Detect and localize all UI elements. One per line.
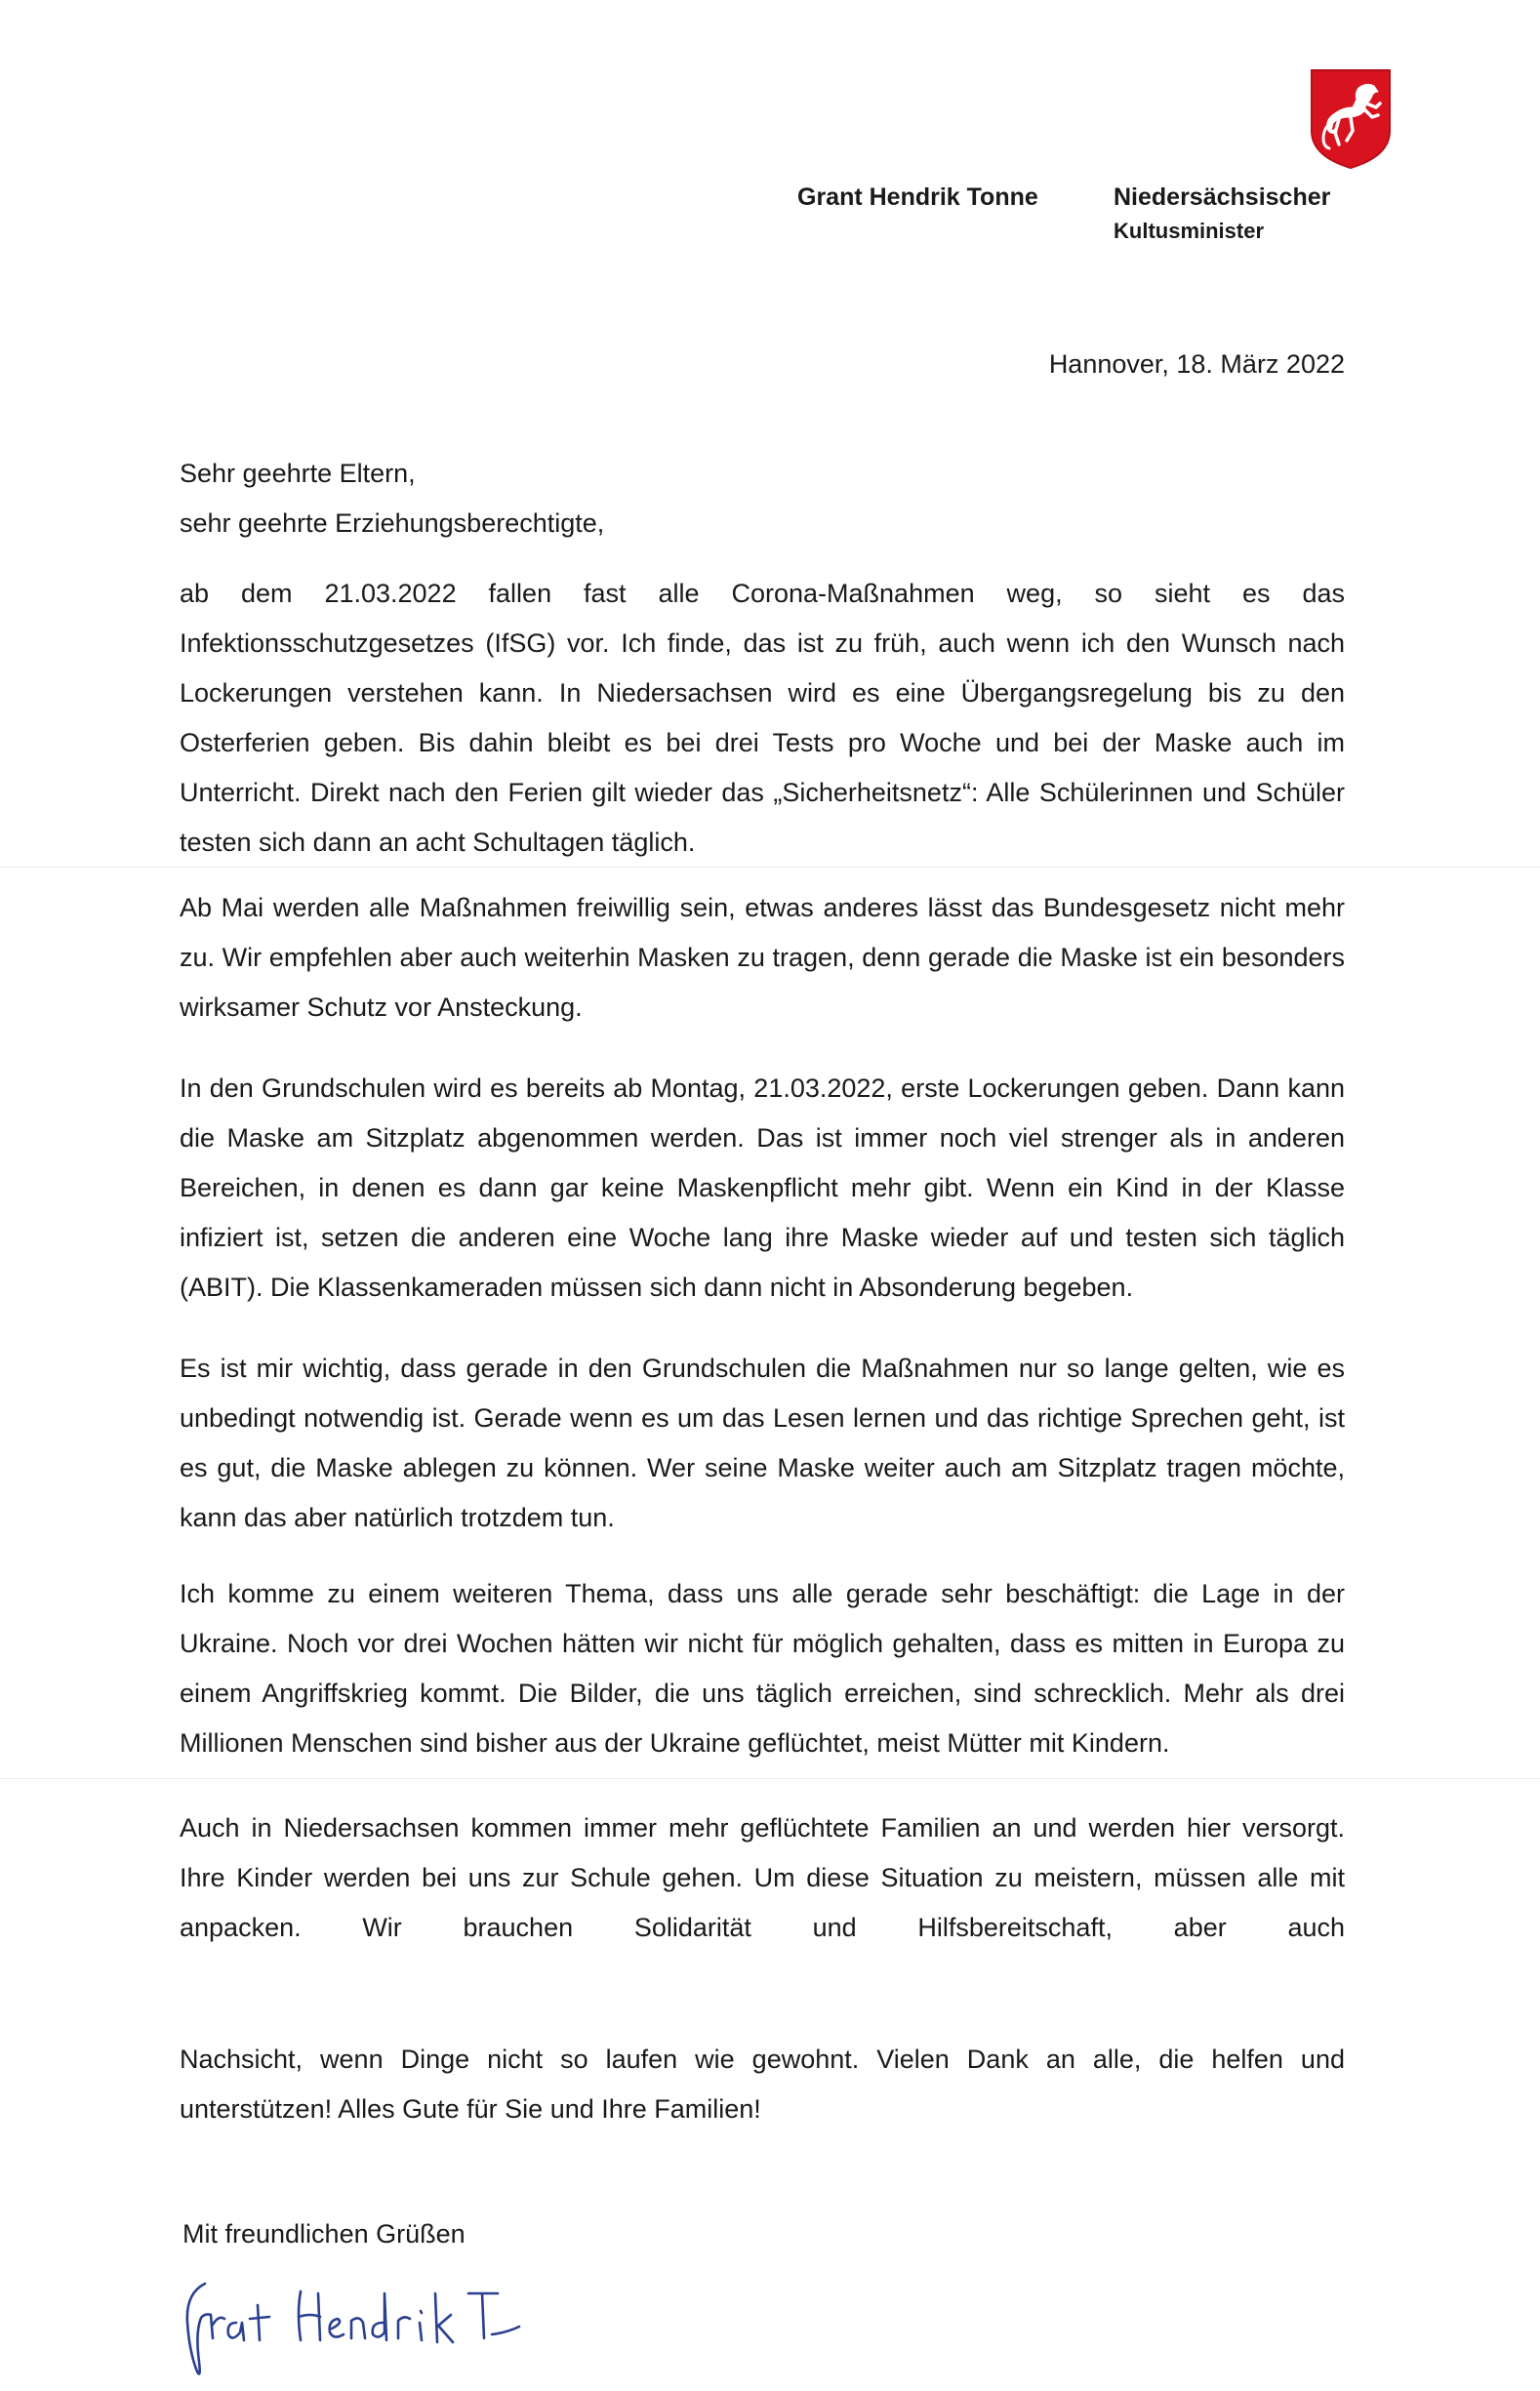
page-break-divider bbox=[0, 867, 1540, 868]
paragraph-primary-schools: In den Grundschulen wird es bereits ab Montag, 21.03.2022, erste Lockerungen geben. Dann kann die Maske am Sitzplatz abgenommen werden. Das ist immer noch viel strenger als in anderen Bereichen, in denen es dann gar keine Maskenpflicht mehr gibt. Wenn ein Kind in der Klasse infiziert ist, setzen die anderen eine Woche lang ihre Maske wieder auf und testen sich täglich (ABIT). Die Klassenkameraden müssen sich dann nicht in Absonderung begeben. bbox=[180, 1074, 1345, 1302]
sender-name: Grant Hendrik Tonne bbox=[797, 183, 1038, 211]
paragraph-thanks: Nachsicht, wenn Dinge nicht so laufen wie gewohnt. Vielen Dank an alle, die helfen und unterstützen! Alles Gute für Sie und Ihre Familien! bbox=[180, 2045, 1345, 2124]
office-title-line-1: Niedersächsischer bbox=[1114, 183, 1331, 211]
paragraph-corona-measures: ab dem 21.03.2022 fallen fast alle Corona-Maßnahmen weg, so sieht es das Infektionsschutzgesetzes (IfSG) vor. Ich finde, das ist zu früh, auch wenn ich den Wunsch nach Lockerungen verstehen kann. In Niedersachsen wird es eine Übergangsregelung bis zu den Osterferien geben. Bis dahin bleibt es bei drei Tests pro Woche und bei der Maske auch im Unterricht. Direkt nach den Ferien gilt wieder das „Sicherheitsnetz“: Alle Schülerinnen und Schüler testen sich dann an acht Schultagen täglich. bbox=[180, 579, 1345, 857]
lower-saxony-horse-coat-of-arms-icon bbox=[1310, 68, 1392, 170]
office-title-line-2: Kultusminister bbox=[1114, 219, 1265, 243]
paragraph-ukraine: Ich komme zu einem weiteren Thema, dass uns alle gerade sehr beschäftigt: die Lage in der Ukraine. Noch vor drei Wochen hätten wir nicht für möglich gehalten, dass es mitten in Europa zu einem Angriffskrieg kommt. Die Bilder, die uns täglich erreichen, sind schrecklich. Mehr als drei Millionen Menschen sind bisher aus der Ukraine geflüchtet, meist Mütter mit Kindern. bbox=[180, 1579, 1345, 1758]
salutation bbox=[180, 449, 604, 548]
handwritten-signature bbox=[176, 2264, 527, 2381]
closing-greeting: Mit freundlichen Grüßen bbox=[182, 2219, 466, 2249]
page-break-divider bbox=[0, 1778, 1540, 1779]
date-line: Hannover, 18. März 2022 bbox=[1048, 349, 1345, 379]
paragraph-may-voluntary: Ab Mai werden alle Maßnahmen freiwillig sein, etwas anderes lässt das Bundesgesetz nicht mehr zu. Wir empfehlen aber auch weiterhin Masken zu tragen, denn gerade die Maske ist ein besonders wirksamer Schutz vor Ansteckung. bbox=[180, 893, 1345, 1022]
salutation-line-2: sehr geehrte Erziehungsberechtigte, bbox=[180, 508, 605, 538]
salutation-line-1: Sehr geehrte Eltern, bbox=[180, 459, 416, 488]
paragraph-importance: Es ist mir wichtig, dass gerade in den Grundschulen die Maßnahmen nur so lange gelten, wie es unbedingt notwendig ist. Gerade wenn es um das Lesen lernen und das richtige Sprechen geht, ist es gut, die Maske ablegen zu können. Wer seine Maske weiter auch am Sitzplatz tragen möchte, kann das aber natürlich trotzdem tun. bbox=[180, 1354, 1345, 1532]
paragraph-refugee-families: Auch in Niedersachsen kommen immer mehr geflüchtete Familien an und werden hier versorgt. Ihre Kinder werden bei uns zur Schule gehen. Um diese Situation zu meistern, müssen alle mit anpacken. Wir brauchen Solidarität und Hilfsbereitschaft, aber auch bbox=[180, 1813, 1345, 1942]
